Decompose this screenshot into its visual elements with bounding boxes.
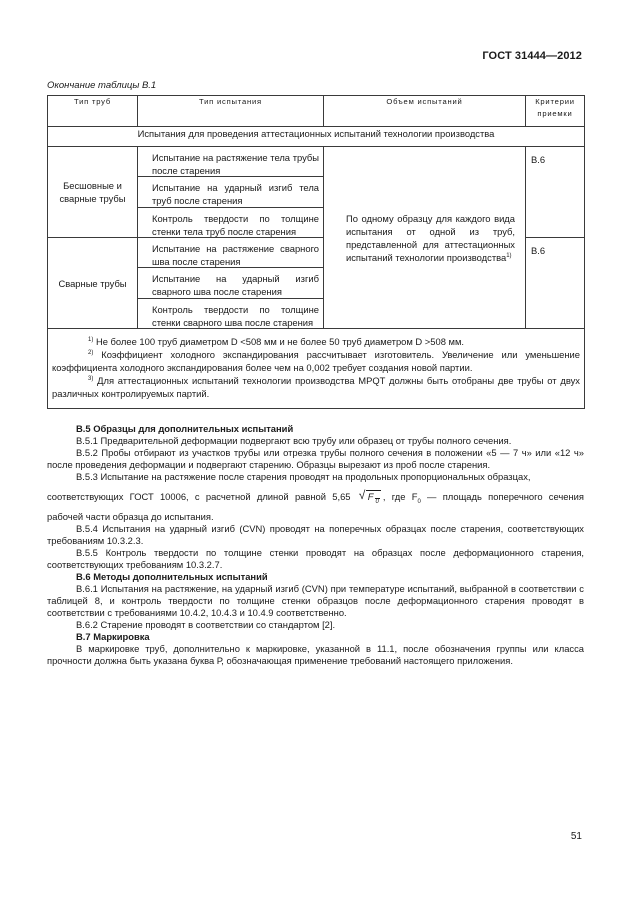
col-header-acceptance-criteria: Критерии приемки (526, 96, 585, 127)
footnote-text: Не более 100 труб диаметром D <508 мм и не более 50 труб диаметром D >508 мм. (95, 336, 465, 347)
test-item: Испытание на растяжение тела трубы после старения (138, 147, 323, 177)
paragraph-b5-2: В.5.2 Пробы отбирают из участков трубы или отрезка трубы полного сечения в положении «5 — 7 ч» или «12 ч» после проведения деформации и подвергают старению. Образцы вырезают из проб после старения. (47, 447, 584, 470)
table-footnotes-row (48, 329, 585, 409)
page-number: 51 (570, 831, 582, 842)
paragraph-b5-5: В.5.5 Контроль твердости по толщине стенки проводят на образцах после деформационного старения, соответствующих требованиям 10.3.2.7. (47, 546, 584, 570)
col-header-test-volume: Объем испытаний (324, 96, 526, 127)
criteria-group-1: В.6 (526, 147, 585, 238)
paragraph-b6-1: В.6.1 Испытания на растяжение, на ударный изгиб (CVN) при температуре испытаний, выбранной в соответствии с таблицей 8, и контроль твердости по толщине стенки образцов после деформационного старения проводят в соответствии с требованиями 10.4.2, 10.4.3 и 10.4.9 соответственно. (47, 582, 584, 618)
body-text (47, 423, 584, 667)
formula-definition: — площадь поперечного сечения (420, 491, 584, 502)
criteria-group-2: В.6 (526, 238, 585, 329)
section-b6-heading: В.6 Методы дополнительных испытаний (76, 570, 268, 582)
formula-subscript: 0 (375, 498, 379, 505)
paragraph-b5-1: В.5.1 Предварительной деформации подвергают всю трубу или образец от трубы полного сечения. (76, 435, 512, 446)
formula-where-text: , где F (382, 491, 418, 502)
section-b5-heading: В.5 Образцы для дополнительных испытаний (76, 423, 294, 434)
paragraph-b6-2: В.6.2 Старение проводят в соответствии со стандартом [2]. (76, 618, 336, 630)
footnote-ref: 1) (506, 252, 512, 259)
col-header-pipe-type: Тип труб (48, 96, 138, 127)
paragraph-b5-3-start: В.5.3 Испытание на растяжение после старения проводят на продольных пропорциональных образцах, (76, 471, 531, 482)
test-item: Испытание на ударный изгиб тела труб после старения (138, 177, 323, 208)
pipe-type-seamless-welded: Бесшовные и сварные трубы (48, 147, 138, 238)
test-item: Испытание на растяжение сварного шва после старения (138, 238, 323, 268)
table-footnotes (48, 329, 585, 409)
test-volume-cell (324, 147, 526, 329)
footnote-2 (52, 348, 580, 374)
test-volume-text: По одному образцу для каждого вида испытания от одной из труб, представленной для аттестационных испытаний технологии производства (346, 212, 515, 263)
test-item: Испытание на ударный изгиб сварного шва после старения (138, 268, 323, 299)
footnote-3 (52, 374, 580, 400)
table-section-row (48, 127, 585, 147)
table-header-row (48, 96, 585, 127)
table-row-group-1 (48, 147, 585, 238)
table-caption: Окончание таблицы В.1 (47, 80, 157, 91)
formula-variable: F (367, 491, 374, 502)
paragraph-b7: В маркировке труб, дополнительно к маркировке, указанной в 11.1, после обозначения группы или класса прочности должна быть указана буква Р, обозначающая применение требований настоящего приложения. (47, 642, 584, 666)
tests-group-2 (138, 238, 324, 329)
paragraph-b5-4: В.5.4 Испытания на ударный изгиб (CVN) проводят на поперечных образцах после старения, соответствующих требованиям 10.3.2.3. (47, 522, 584, 546)
tests-group-1 (138, 147, 324, 238)
col-header-test-type: Тип испытания (138, 96, 324, 127)
formula-subscript: 0 (417, 498, 421, 505)
footnote-text: Коэффициент холодного экспандирования рассчитывает изготовитель. Увеличение или уменьшение коэффициента холодного экспандирования более чем на 0,002 требует создания новой партии. (52, 349, 580, 373)
pipe-type-welded: Сварные трубы (48, 238, 138, 329)
section-title: Испытания для проведения аттестационных испытаний технологии производства (48, 127, 585, 147)
formula-lead-text: соответствующих ГОСТ 10006, с расчетной длиной равной 5,65 (47, 491, 351, 502)
footnote-mark: 3) (88, 376, 94, 382)
footnote-mark: 2) (88, 350, 94, 356)
test-item: Контроль твердости по толщине стенки тела труб после старения (152, 213, 319, 237)
footnote-1 (52, 335, 580, 348)
sqrt-formula (359, 491, 381, 508)
paragraph-b5-3-end: рабочей части образца до испытания. (47, 510, 214, 522)
test-item: Контроль твердости по толщине стенки сварного шва после старения (152, 304, 319, 328)
paragraph-b5-3-formula (47, 491, 584, 508)
section-b7-heading: В.7 Маркировка (76, 630, 150, 642)
test-table (47, 95, 585, 409)
footnote-text: Для аттестационных испытаний технологии производства MPQT должны быть отобраны две трубы от двух различных контролируемых партий. (52, 375, 580, 399)
footnote-mark: 1) (88, 337, 94, 343)
standard-designation: ГОСТ 31444—2012 (482, 50, 582, 62)
